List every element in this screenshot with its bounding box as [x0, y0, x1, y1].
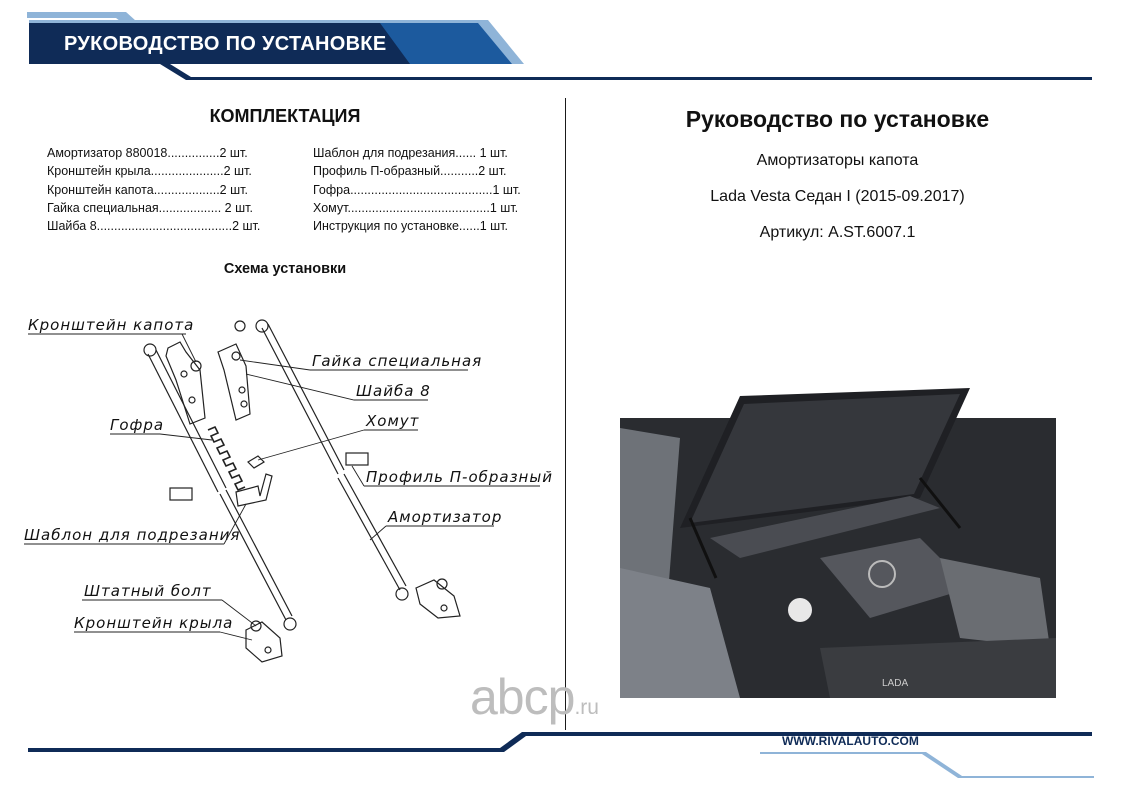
label-washer: Шайба 8	[356, 382, 431, 400]
kit-list-right	[313, 144, 521, 235]
engine-bay-photo	[620, 388, 1056, 698]
guide-title: Руководство по установке	[685, 106, 990, 132]
kit-item: Профиль П-образный...........2 шт.	[313, 164, 507, 179]
kit-item: Гофра.........................................1 шт.	[313, 182, 521, 197]
label-special-nut: Гайка специальная	[312, 352, 483, 370]
kit-item: Кронштейн крыла.....................2 шт.	[47, 164, 252, 179]
profile-piece-right	[346, 453, 368, 465]
label-profile: Профиль П-образный	[366, 468, 553, 486]
label-clamp: Хомут	[366, 412, 420, 430]
kit-item: Инструкция по установке......1 шт.	[313, 219, 509, 234]
kit-item: Кронштейн капота...................2 шт.	[47, 182, 248, 197]
label-shock: Амортизатор	[388, 508, 503, 526]
scheme-title: Схема установки	[223, 261, 347, 277]
kit-title: КОМПЛЕКТАЦИЯ	[209, 106, 361, 126]
abcp-watermark	[470, 668, 599, 726]
kit-item: Шайба 8.......................................2 шт.	[47, 219, 261, 234]
header-title: РУКОВОДСТВО ПО УСТАНОВКЕ	[64, 33, 387, 55]
wing-bracket-right	[416, 579, 460, 618]
car-model: Lada Vesta Седан I (2015-09.2017)	[710, 188, 965, 205]
footer-accent	[760, 752, 1094, 778]
kit-item: Шаблон для подрезания...... 1 шт.	[313, 146, 508, 160]
label-corrugation: Гофра	[110, 416, 165, 434]
clamp-part	[248, 456, 264, 468]
kit-item: Амортизатор 880018...............2 шт.	[47, 146, 248, 160]
footer-rule	[28, 732, 1092, 752]
article-number: Артикул: A.ST.6007.1	[759, 224, 916, 241]
footer-banner	[0, 720, 1132, 800]
lada-badge: LADA	[882, 678, 909, 689]
hood-bracket-left	[166, 342, 205, 424]
column-divider	[565, 98, 566, 730]
kit-item: Гайка специальная.................. 2 шт.	[47, 200, 253, 215]
kit-list-left	[47, 144, 260, 235]
hood-bracket-right	[218, 321, 250, 420]
coolant-tank	[788, 598, 812, 622]
profile-piece-left	[170, 488, 192, 500]
watermark-suffix: .ru	[574, 696, 599, 719]
label-stock-bolt: Штатный болт	[84, 582, 212, 600]
wing-bracket-left	[246, 621, 282, 662]
corrugation-spring	[208, 427, 245, 490]
label-template: Шаблон для подрезания	[24, 526, 241, 544]
header-rule	[160, 64, 1092, 80]
watermark-main: abcp	[470, 669, 575, 725]
label-hood-bracket: Кронштейн капота	[28, 316, 195, 334]
label-wing-bracket: Кронштейн крыла	[74, 614, 234, 632]
footer-url: WWW.RIVALAUTO.COM	[782, 734, 919, 748]
kit-item: Хомут.........................................1 шт.	[313, 200, 519, 215]
product-subtitle: Амортизаторы капота	[756, 152, 919, 169]
front-bumper	[820, 638, 1056, 698]
